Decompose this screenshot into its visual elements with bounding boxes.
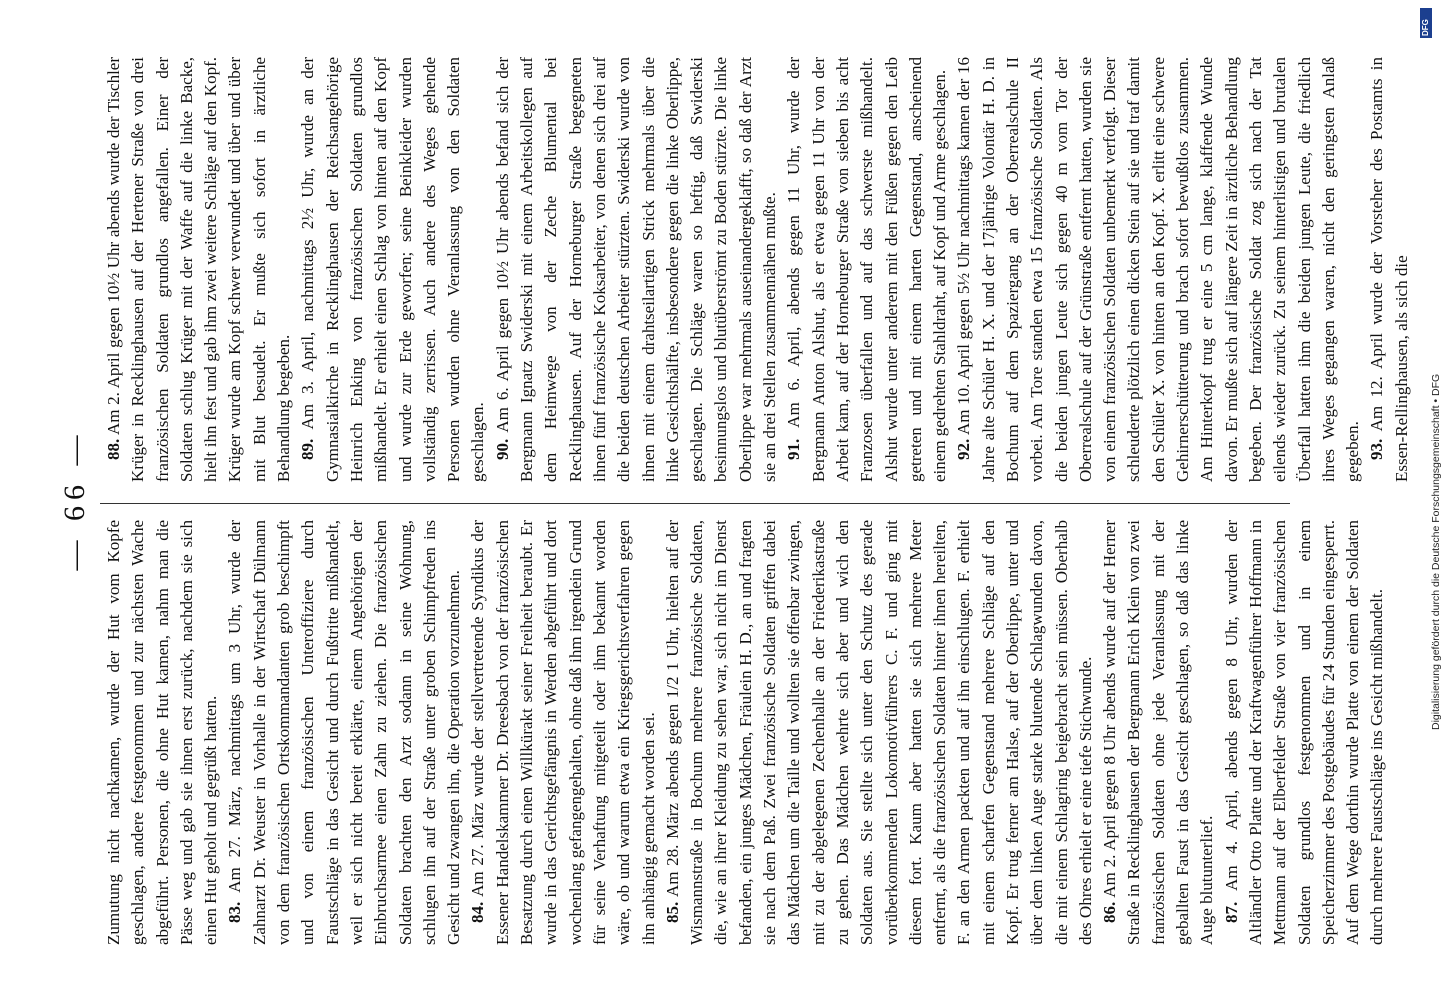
paragraph-number: 83.: [225, 901, 245, 923]
paragraph: [1098, 520, 1219, 945]
paragraph-text: Am 2. April gegen 10½ Uhr abends wurde der Tischler Krüger in Recklinghausen auf der Hertener Straße von drei französischen Soldaten grundlos angefallen. Einer der Soldaten schlug Krüger mit der Waffe auf die linke Backe, hielt ihn fest und gab ihm zwei weitere Schläge auf den Kopf. Krüger wurde am Kopf schwer verwundet und über und über mit Blut besudelt. Er mußte sich sofort in ärztliche Behandlung begeben.: [104, 57, 294, 482]
paragraph: [1365, 57, 1414, 482]
paragraph-text: Am 3. April, nachmittags 2½ Uhr, wurde an der Gymnasialkirche in Recklinghausen der Reichsangehörige Heinrich Enking von französischen Soldaten grundlos mißhandelt. Er erhielt einen Schlag von hinten auf den Kopf und wurde zur Erde geworfen; seine Beinkleider wurden vollständig zerrissen. Auch andere des Weges gehende Personen wurden ohne Veranlassung von den Soldaten geschlagen.: [298, 56, 488, 482]
paragraph-text: Am 2. April gegen 8 Uhr abends wurde auf der Herner Straße in Recklinghausen der Bergmann Erich Klein von zwei französischen Soldaten ohne jede Veranlassung mit der geballten Faust in das Gesicht geschlagen, so daß das linke Auge blutunterlief.: [1100, 520, 1217, 945]
credit-text: Digitalisierung gefördert durch die Deutsche Forschungsgemeinschaft • DFG: [1430, 373, 1442, 730]
paragraph-text: Am 10. April gegen 5½ Uhr nachmittags kamen der 16 Jahre alte Schüler H. X. und der 17jährige Volontär H. D. in Bochum auf dem Spaziergang an der Oberrealschule II vorbei. Am Tore standen etwa 15 französische Soldaten. Als die beiden jungen Leute sich gegen 40 m vom Tor der Oberrealschule auf der Grünstraße entfernt hatten, wurden sie von einem französischen Soldaten unbemerkt verfolgt. Dieser schleuderte plötzlich einen dicken Stein auf sie und traf damit den Schüler X. von hinten an den Kopf. X. erlitt eine schwere Gehirnerschütterung und brach sofort bewußtlos zusammen. Am Hinterkopf trug er eine 5 cm lange, klaffende Wunde davon. Er mußte sich auf längere Zeit in ärztliche Behandlung begeben. Der französische Soldat zog sich nach der Tat eilends wieder zurück. Zu seinem hinterlistigen und brutalen Überfall hatten ihm die beiden jungen Leute, die friedlich ihres Weges gegangen waren, nicht den geringsten Anlaß gegeben.: [954, 56, 1363, 482]
paragraph-text: Am 6. April, abends gegen 11 Uhr, wurde der Bergmann Anton Alshut, als er etwa gegen 11 Uhr von der Arbeit kam, auf der Horneburger Straße von sieben bis acht Franzosen überfallen und auf das schwerste mißhandelt. Alshut wurde unter anderem mit den Füßen gegen den Leib getreten und mit einem harten Gegenstand, anscheinend einem gedrehten Stahldraht, auf Kopf und Arme geschlagen.: [784, 57, 950, 482]
paragraph-number: 90.: [492, 438, 512, 460]
paragraph-text: Zumutung nicht nachkamen, wurde der Hut vom Kopfe geschlagen, andere festgenommen und zur nächsten Wache abgeführt. Personen, die ohne Hut kamen, nahm man die Pässe weg und gab sie ihnen erst zurück, nachdem sie sich einen Hut geholt und gegrüßt hatten.: [104, 520, 221, 945]
page-number: — 66 —: [58, 429, 91, 571]
paragraph-text: Am 12. April wurde der Vorsteher des Postamts in Essen-Rellinghausen, als sich die: [1367, 56, 1411, 482]
dfg-logo-text: DFG: [1421, 19, 1430, 36]
paragraph-number: 84.: [468, 901, 488, 923]
paragraph: [102, 520, 223, 945]
paragraph-number: 86.: [1100, 901, 1120, 923]
paragraph-text: Am 28. März abends gegen 1/2 1 Uhr, hielten auf der Wismannstraße in Bochum mehrere französische Soldaten, die, wie an ihrer Kleidung zu sehen war, sich nicht im Dienst befanden, ein junges Mädchen, Fräulein H. D., an und fragten sie nach dem Paß. Zwei französische Soldaten griffen dabei das Mädchen um die Taille und wollten sie offenbar zwingen, mit zu der abgelegenen Zechenhalle an der Friederikastraße zu gehen. Das Mädchen wehrte sich aber und wich den Soldaten aus. Sie stellte sich unter den Schutz des gerade vorüberkommenden Lokomotivführers C. F. und ging mit diesem fort. Kaum aber hatten sie sich mehrere Meter entfernt, als die französischen Soldaten hinter ihnen hereilten, F. an den Armen packten und auf ihn einschlugen. F. erhielt mit einem scharfen Gegenstand mehrere Schläge auf den Kopf. Er trug ferner am Halse, auf der Oberlippe, unter und über dem linken Auge starke blutende Schlagwunden davon, die mit einem Schlagring beigebracht sein müssen. Oberhalb des Ohres erhielt er eine tiefe Stichwunde.: [662, 520, 1095, 945]
digitization-credit: [1412, 10, 1442, 990]
paragraph-text: Am 4. April, abends gegen 8 Uhr, wurden der Altländler Otto Platte und der Kraftwagenführer Hoffmann in Mettmann auf der Elberfelder Straße von vier französischen Soldaten grundlos festgenommen und in einem Speicherzimmer des Postgebäudes für 24 Stunden eingesperrt. Auf dem Wege dorthin wurde Platte von einem der Soldaten durch mehrere Faustschläge ins Gesicht mißhandelt.: [1221, 520, 1387, 945]
paragraph-number: 89.: [298, 438, 318, 460]
left-column: [102, 519, 1387, 945]
paragraph-number: 88.: [104, 438, 123, 460]
paragraph-number: 85.: [662, 901, 682, 923]
paragraph: [952, 57, 1365, 482]
paragraph: [491, 57, 783, 482]
dfg-logo: [1420, 8, 1432, 38]
paragraph-number: 93.: [1367, 438, 1387, 460]
paragraph: [223, 520, 466, 945]
paragraph: [296, 57, 490, 482]
paragraph-text: Am 27. März, nachmittags um 3 Uhr, wurde der Zahnarzt Dr. Weuster in Vorhalle in der Wirtschaft Dülmann von dem französischen Ortskommandanten grob beschimpft und von einem französischen Unteroffiziere durch Faustschläge in das Gesicht und durch Fußtritte mißhandelt, weil er sich nicht bereit erklärte, einem Angehörigen der Einbruchsarmee einen Zahn zu ziehen. Die französischen Soldaten brachten den Arzt sodann in seine Wohnung, schlugen ihn auf der Straße unter groben Schimpfreden ins Gesicht und zwangen ihn, die Operation vorzunehmen.: [225, 519, 464, 945]
paragraph: [102, 57, 296, 482]
paragraph-text: Am 6. April gegen 10½ Uhr abends befand sich der Bergmann Ignatz Swiderski mit einem Arbeitskollegen auf dem Heimwege von der Zeche Blumental bei Recklinghausen. Auf der Horneburger Straße begegneten ihnen fünf französische Koksarbeiter, von denen sich drei auf die beiden deutschen Arbeiter stürzten. Swiderski wurde von ihnen mit einem drahtseilartigen Strick mehrmals über die linke Gesichtshälfte, insbesondere gegen die linke Oberlippe, geschlagen. Die Schläge waren so heftig, daß Swiderski besinnungslos und blutüberströmt zu Boden stürzte. Die linke Oberlippe war mehrmals auseinandergeklafft, so daß der Arzt sie an drei Stellen zusammennähen mußte.: [492, 57, 780, 482]
right-column: [102, 56, 1411, 482]
paragraph-number: 92.: [954, 438, 974, 460]
paragraph: [1220, 520, 1390, 945]
column-divider: [100, 503, 1290, 504]
paragraph-number: 91.: [784, 438, 804, 460]
paragraph: [466, 520, 660, 945]
paragraph: [782, 57, 952, 482]
paragraph-number: 87.: [1221, 901, 1241, 923]
paragraph: [661, 520, 1098, 945]
paragraph-text: Am 27. März wurde der stellvertretende Syndikus der Essener Handelskammer Dr. Dreesbach von der französischen Besatzung durch einen Willkürakt seiner Freiheit beraubt. Er wurde in das Gerichtsgefängnis in Werden abgeführt und dort wochenlang gefangengehalten, ohne daß ihm irgendein Grund für seine Verhaftung mitgeteilt oder ihm bekannt worden wäre, ob und warum etwa ein Kriegsgerichtsverfahren gegen ihn anhängig gemacht worden sei.: [468, 520, 658, 945]
